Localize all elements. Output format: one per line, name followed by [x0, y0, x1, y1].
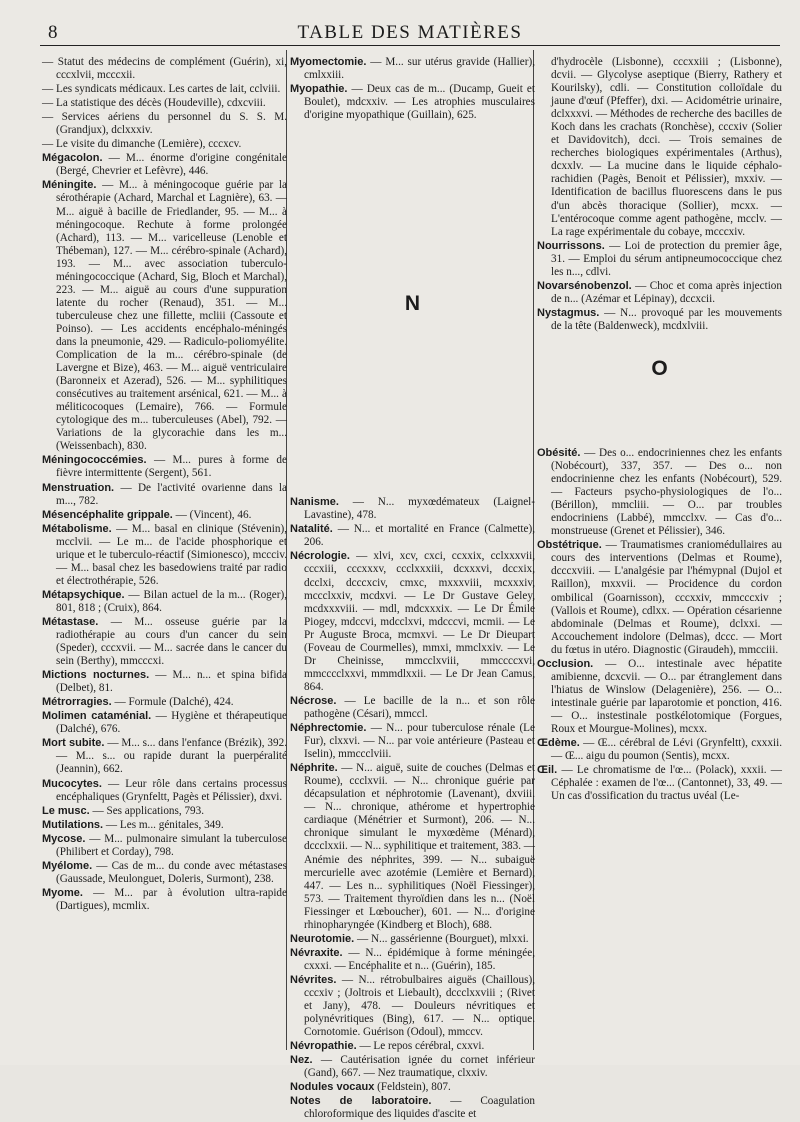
entry-headword: Myélome. [42, 859, 93, 872]
entry-headword: Nystagmus. [537, 306, 600, 319]
index-entry [42, 138, 287, 151]
index-entry [537, 280, 782, 306]
entry-text: — M... sur utérus gravide (Hallier), cmlxxiii. [304, 56, 535, 82]
entry-headword: Menstruation. [42, 481, 115, 494]
entry-headword: Nodules vocaux [290, 1081, 375, 1094]
entry-headword: Métastase. [42, 615, 99, 628]
entry-text: — M... n... et spina bifida (Delbet), 81. [56, 669, 287, 695]
entry-text: — N... et mortalité en France (Calmette), 206. [304, 523, 535, 549]
index-entry [290, 933, 535, 946]
entry-headword: Mictions nocturnes. [42, 669, 150, 682]
index-entry [290, 1081, 535, 1094]
entry-text: — Formule (Dalché), 424. [111, 696, 234, 709]
section-letter-n: N [404, 292, 421, 316]
index-entry [42, 778, 287, 804]
page-header [40, 22, 780, 46]
entry-headword: Molimen cataménial. [42, 710, 152, 723]
entry-headword: Œdème. [537, 737, 580, 750]
entry-headword: Mycose. [42, 832, 86, 845]
index-column-3 [537, 56, 782, 804]
entry-text: — M... s... dans l'enfance (Brézik), 392. — M... s... ou rapide durant la puerpéralité (Jeannin), 662. [56, 737, 287, 776]
index-entry [290, 550, 535, 694]
index-entry [290, 762, 535, 932]
entry-text: — Le chromatisme de l'œ... (Polack), xxxii. — Céphalée : examen de l'œ... (Cantonnet), 33, 49. — Un cas d'ossification du tractus uvéal (Le- [551, 764, 782, 803]
index-entry [42, 696, 287, 709]
index-entry [42, 616, 287, 668]
index-entry [42, 179, 287, 453]
index-column-1 [42, 56, 287, 914]
entry-text: — N... myxœdémateux (Laignel-Lavastine), 478. [304, 496, 535, 522]
entry-text: — Les m... génitales, 349. [103, 818, 224, 831]
index-entry [537, 764, 782, 803]
index-entry [42, 819, 287, 832]
index-entry [290, 56, 535, 82]
index-entry [42, 887, 287, 913]
index-entry [42, 710, 287, 736]
entry-headword: Mucocytes. [42, 777, 102, 790]
index-entry [290, 1040, 535, 1053]
entry-text: — De l'activité ovarienne dans la m..., 782. [56, 481, 287, 507]
entry-headword: Myopathie. [290, 83, 348, 96]
entry-headword: Myome. [42, 886, 83, 899]
entry-text: d'hydrocèle (Lisbonne), cccxxiii ; (Lisbonne), dcvii. — Glycolyse aseptique (Bierry, Rathery et Kourilsky), cdli. — Constitution colloïdale du jaune d'œuf (Pfeffer), dxi. — Acidométrie urinaire, dclxxxvi. — Méthodes de recherche des bacilles de Koch dans les crachats (Ronchèse), cccxiv (Solier et Davidovitch), dcci. — Trois semaines de recherches biologiques expérimentales (Arthus), dcxxlv. — La mucine dans le liquide céphalo-rachidien (Pagès, Benoit et Pélissier), mxxiv. — Identification de bacillus fluorescens dans le pus d'un abcès thoracique (Sollier), mcxx. — L'entérocoque comme agent pathogène, mcclv. — La rage expérimentale du cobaye, mcccxiv. [551, 56, 782, 238]
entry-text: — N... provoqué par les mouvements de la tête (Baldenweck), mcdxlviii. [551, 306, 782, 332]
entry-text: — Des o... endocriniennes chez les enfants (Nobécourt), 337, 357. — Des o... non endocrinienne chez les enfants (Nobécourt), 529. — Facteurs psycho-physiologiques de l'o... (Bérillon), mmcliii. — O... par troubles endocriniens (Labbé), mmcclxv. — Cas d'o... monstrueuse (Grenet et Pélissier), 346. [551, 446, 782, 538]
section-letter-o: O [651, 356, 668, 380]
entry-headword: Néphrectomie. [290, 722, 367, 735]
entry-text: — Deux cas de m... (Ducamp, Gueit et Boulet), mdcxxiv. — Les atrophies musculaires d'origine myopathique (Guillain), 625. [304, 83, 535, 122]
entry-text: — Œ... cérébral de Lévi (Grynfeltt), cxxxii. — Œ... aigu du poumon (Sentis), mcxx. [551, 737, 782, 763]
entry-headword: Nanisme. [290, 496, 339, 509]
entry-headword: Métrorragies. [42, 696, 112, 709]
index-entry [42, 83, 287, 96]
entry-headword: Le musc. [42, 804, 90, 817]
entry-headword: Nez. [290, 1054, 313, 1067]
entry-headword: Nécrose. [290, 694, 337, 707]
entry-text: — N... rétrobulbaires aiguës (Chaillous), cccxiv ; (Joltrois et Liebault), dccclxxviii ; (Rivet et Jany), 478. — Douleurs névritiques et polynévritiques (Bing), 617. — N... optique. Cornotomie. Guérison (Odoul), mmccv. [304, 973, 535, 1039]
index-entry [537, 539, 782, 656]
index-entry [537, 307, 782, 333]
header-rule [40, 45, 780, 46]
entry-text: — M... pulmonaire simulant la tuberculose (Philibert et Corday), 798. [56, 832, 287, 858]
index-entry [290, 1095, 535, 1121]
running-title: TABLE DES MATIÈRES [297, 22, 523, 43]
entry-headword: Natalité. [290, 523, 333, 536]
entry-text: — M... énorme d'origine congénitale (Bergé, Chevrier et Lefèvre), 446. [56, 152, 287, 178]
entry-text: — Ses applications, 793. [89, 804, 205, 817]
index-entry [42, 111, 287, 137]
index-entry [537, 240, 782, 279]
entry-text: — N... aiguë, suite de couches (Delmas et Roume), ccclxvii. — N... chronique guérie par décapsulation et néphrotomie (Lavenant), dxviii. — N... chronique, athérome et hypertrophie cardiaque (Ménétrier et Surmont), 206. — N... chronique simulant le myxœdème (Ménard), dccclxxii. — N... syphilitique et traitement, 383. — Anémie des néphrites, 399. — N... subaiguë mercurielle avec azotémie (Lemière et Bernard), 447. — Les n... syphilitiques (Noël Fiessinger), 573. — Traitement thyroïdien dans les n... (Noël Fiessinger et Lœboucher), 601. — N... d'origine rhinopharyngée (Kindberg et Bloch), 688. [304, 762, 535, 931]
entry-text: — Statut des médecins de complément (Guérin), xi, cccxlvii, mcccxii. [42, 56, 287, 82]
index-entry [42, 737, 287, 776]
entry-headword: Novarsénobenzol. [537, 279, 632, 292]
index-entry [42, 833, 287, 859]
index-entry [290, 947, 535, 973]
index-entry [290, 974, 535, 1039]
entry-text: — Choc et coma après injection de n... (Azémar et Lépinay), dccxcii. [551, 279, 782, 305]
index-entry [42, 482, 287, 508]
index-entry [290, 83, 535, 122]
entry-headword: Métapsychique. [42, 588, 125, 601]
entry-text: — La statistique des décès (Houdeville), cdxcviii. [42, 97, 266, 110]
index-entry [42, 454, 287, 480]
entry-text: — (Vincent), 46. [172, 508, 252, 521]
index-entry [290, 722, 535, 761]
entry-headword: Myomectomie. [290, 56, 367, 68]
index-entry [42, 152, 287, 178]
entry-headword: Notes de laboratoire. [290, 1095, 432, 1108]
entry-text: — Coagulation chloroformique des liquides d'ascite et [304, 1095, 536, 1121]
entry-headword: Néphrite. [290, 762, 338, 775]
entry-text: — N... épidémique à forme méningée, cxxxi. — Encéphalite et n... (Guérin), 185. [304, 946, 535, 972]
index-entry [42, 805, 287, 818]
entry-text: — Services aériens du personnel du S. S. M. (Grandjux), dclxxxiv. [42, 111, 287, 137]
index-entry [537, 737, 782, 763]
entry-headword: Névrites. [290, 973, 337, 986]
entry-text: — Traumatismes craniomédullaires au cours des interventions (Delmas et Roume), dcccxviii. — L'analgésie par l'hémypnal (Dujol et Raillon), mxxvii. — Procidence du cordon ombilical (Goarnisson), cccxxiv, mmcccxiv ; (Vallois et Roume), cdlxx. — Opération césarienne abdominale (Delmas et Roume), dclxxi. — Accouchement indolore (Delmas), dccc. — Mort du fœtus in utéro. Diagnostic (Giraudeh), mmcciii. [551, 539, 782, 656]
entry-text: — Loi de protection du premier âge, 31. — Emploi du sérum antipneumococcique chez les n..., cdlvi. [551, 239, 782, 278]
entry-text: (Feldstein), 807. [374, 1081, 451, 1094]
entry-text: — O... intestinale avec hépatite amibienne, dcxcvii. — O... par étranglement dans l'hiatus de Winslow (Delagenière), 256. — O... intestinale guérie par laparotomie et ponction, 416. — O... instestinale postkélotomique (Forgues, Roux et Mourgue-Molines), mcxx. [551, 657, 782, 735]
entry-headword: Nourrissons. [537, 239, 605, 252]
entry-text: — Le repos cérébral, cxxvi. [356, 1040, 485, 1053]
index-entry [290, 496, 535, 522]
entry-headword: Occlusion. [537, 657, 594, 670]
index-entry [42, 56, 287, 82]
index-entry [537, 56, 782, 239]
entry-text: — Le visite du dimanche (Lemière), cccxcv. [42, 138, 242, 151]
page-number: 8 [48, 22, 58, 43]
index-entry [290, 1054, 535, 1080]
index-entry [537, 658, 782, 736]
entry-headword: Obstétrique. [537, 539, 602, 552]
entry-text: — xlvi, xcv, cxci, ccxxix, cclxxxvii, cccxiii, cccxxxv, ccclxxxiii, dcxxxvi, dccxix, dcclxi, dcccxciv, cmxc, mxxxviii, mcxxxiv, mccclxxiv, mcdxvi. — Le Dr Gustave Geley, mcdxxxviii. — mdl, mdcxxxix. — Le Dr Émile Piogey, mdccvi, mdcclxvi, mdcccvi, mcmii. — Le Pr Auguste Broca, mcmxvi. — Le Dr Dieupart (Foveau de Courmelles), mmxi, mmclxxiv. — Le Dr Cheinisse, mmcclxviii, mmccccxvi, mmcccclxxvi, mmmdlxxii. — Le Dr Jean Camus, 864. [304, 550, 535, 693]
entry-text: — Leur rôle dans certains processus encéphaliques (Grynfeltt, Pagès et Pélissier), dxvi. [56, 777, 287, 803]
entry-headword: Méningite. [42, 179, 97, 192]
entry-headword: Mutilations. [42, 818, 104, 831]
entry-headword: Neurotomie. [290, 932, 355, 945]
entry-text: — Cautérisation ignée du cornet inférieur (Gand), 667. — Nez traumatique, clxxiv. [304, 1054, 535, 1080]
index-entry [42, 669, 287, 695]
entry-headword: Méningococcémies. [42, 454, 147, 467]
index-column-2 [290, 56, 535, 1122]
entry-text: — N... gassérienne (Bourguet), mlxxi. [354, 932, 529, 945]
entry-headword: Névropathie. [290, 1040, 357, 1053]
entry-text: — Cas de m... du conde avec métastases (Gaussade, Meulonguet, Doleris, Surmont), 238. [56, 859, 287, 885]
entry-text: — M... par à évolution ultra-rapide (Dartigues), mcmlix. [56, 886, 287, 912]
entry-headword: Métabolisme. [42, 522, 112, 535]
entry-text: — M... osseuse guérie par la radiothérapie au cours d'un cancer du sein (Speder), cccxvii. — M... sacrée dans le cancer du sein (Berthy), mmcccxi. [56, 615, 287, 668]
index-entry [537, 447, 782, 538]
entry-headword: Obésité. [537, 446, 581, 459]
entry-text: — M... à méningocoque guérie par la sérothérapie (Achard, Marchal et Lagnière), 63. — M... aiguë à bacille de Friedlander, 95. — M... à méningocoque. Rechute à forme prolongée (Achard), 113. — M... varicelleuse (Lenoble et Thébeman), 127. — M... cérébro-spinale (Achard), 193. — M... avec association tuberculo-méningococcique (Achard, Sig, Bloch et Marchal), 223. — M... aiguë au cours d'une suppuration latente du rocher (Renaud), 351. — M... tuberculeuse chez une fillette, mcliii (Cassoute et Poinso). — Les accidents encéphalo-méningés dans la pneumonie, 429. — Radiculo-poliomyélite. Complication de la m... cérébro-spinale (de Lavergne et Bize), 463. — M... aiguë ventriculaire (Baronneix et Azerad), 526. — M... syphilitiques consécutives au traitement arsénical, 621. — M... à méliticocoques (Lemaire), 766. — Formule cytologique des m... tuberculeuses (Abel), 792. — Variations de la glycorachie dans les m... (Weissenbach), 830. [56, 179, 287, 453]
entry-text: — M... basal en clinique (Stévenin), mcclvii. — Le m... de l'acide phosphorique et urique et le tuberculo-réactif (Simionesco), mccciv. — M... basal chez les basedowiens traité par radio et électrothérapie, 526. [56, 522, 287, 587]
index-entry [290, 695, 535, 721]
index-entry [290, 523, 535, 549]
entry-headword: Mort subite. [42, 737, 105, 750]
index-entry [42, 523, 287, 588]
index-entry [42, 589, 287, 615]
entry-headword: Mésencéphalite grippale. [42, 508, 173, 521]
entry-headword: Œil. [537, 764, 558, 777]
entry-headword: Nécrologie. [290, 550, 350, 563]
entry-text: — Bilan actuel de la m... (Roger), 801, 818 ; (Cruix), 864. [56, 588, 287, 614]
index-entry [42, 860, 287, 886]
entry-text: — Hygiène et thérapeutique (Dalché), 676. [56, 710, 288, 736]
entry-text: — Le bacille de la n... et son rôle pathogène (Césari), mmccl. [304, 694, 535, 720]
entry-headword: Névraxite. [290, 946, 343, 959]
entry-text: — Les syndicats médicaux. Les cartes de lait, cclviii. [42, 83, 281, 96]
entry-headword: Mégacolon. [42, 152, 103, 165]
index-entry [42, 509, 287, 522]
entry-text: — M... pures à forme de fièvre intermittente (Sergent), 561. [56, 454, 287, 480]
entry-text: — N... pour tuberculose rénale (Le Fur), clxxvi. — N... par voie antérieure (Pasteau et Iselin), mmccclviii. [304, 722, 535, 761]
index-entry [42, 97, 287, 110]
